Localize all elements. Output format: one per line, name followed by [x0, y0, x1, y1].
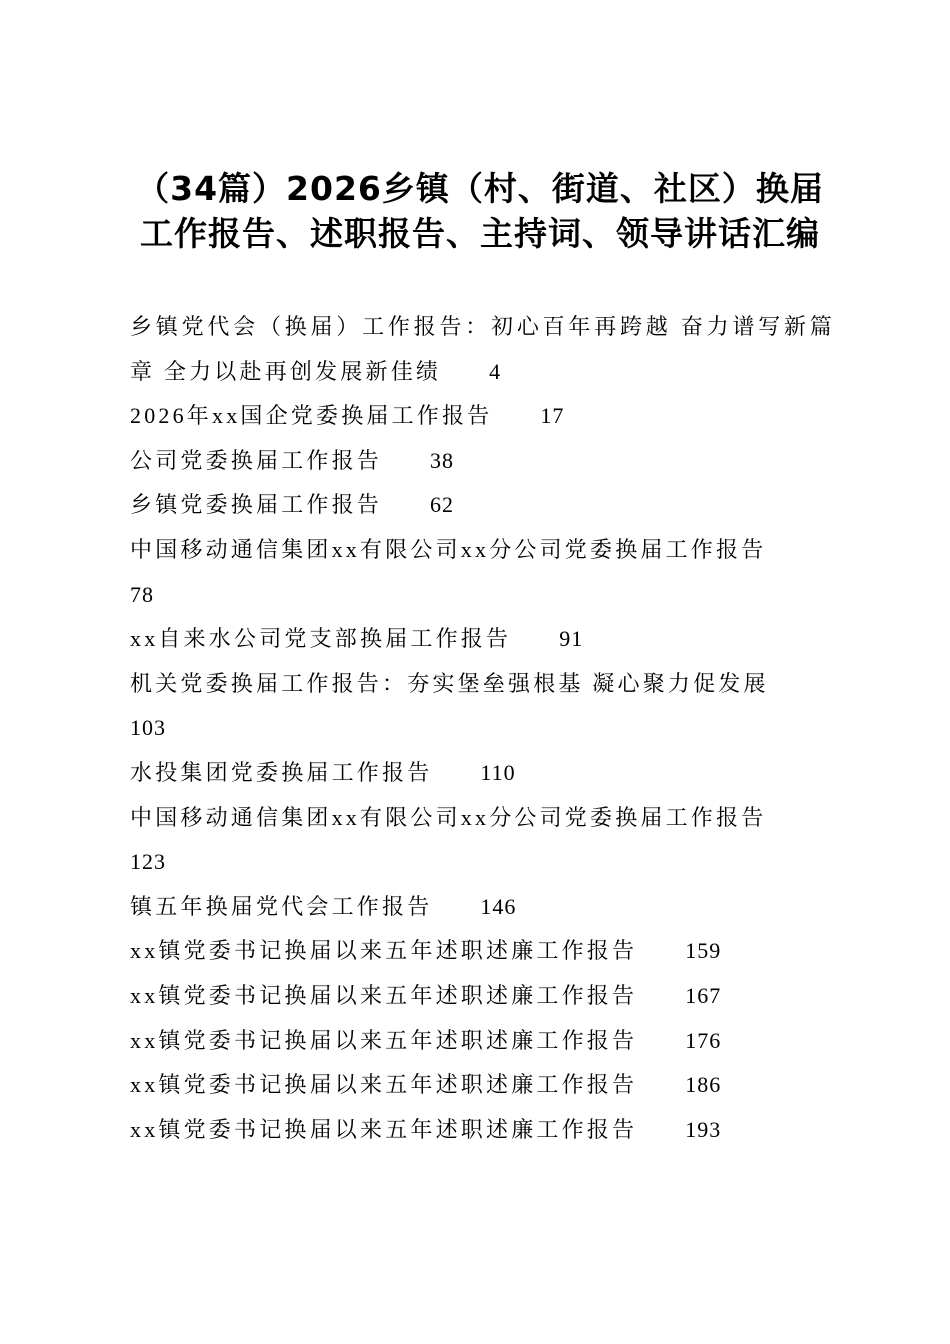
toc-entry-page: 146	[480, 893, 517, 919]
toc-entry-title: 2026年xx国企党委换届工作报告	[130, 403, 493, 429]
toc-entry[interactable]	[130, 974, 835, 1019]
toc-entry-page: 17	[540, 403, 565, 429]
toc-entry-title: 中国移动通信集团xx有限公司xx分公司党委换届工作报告	[130, 536, 767, 562]
toc-entry[interactable]	[130, 1108, 835, 1153]
toc-entry-page: 186	[685, 1072, 722, 1098]
toc-entry-title: xx镇党委书记换届以来五年述职述廉工作报告	[130, 938, 638, 964]
toc-entry-title: 乡镇党委换届工作报告	[130, 492, 383, 518]
toc-entry-title: xx自来水公司党支部换届工作报告	[130, 626, 512, 652]
title-line-1: （34篇）2026乡镇（村、街道、社区）换届	[136, 169, 824, 208]
toc-entry-page: 38	[430, 447, 455, 473]
toc-entry-title: 水投集团党委换届工作报告	[130, 759, 433, 785]
table-of-contents	[130, 305, 835, 1152]
toc-entry[interactable]	[130, 528, 835, 617]
toc-entry-title: 镇五年换届党代会工作报告	[130, 893, 433, 919]
toc-entry-title: 公司党委换届工作报告	[130, 447, 383, 473]
toc-entry[interactable]	[130, 796, 835, 885]
toc-entry-title: xx镇党委书记换届以来五年述职述廉工作报告	[130, 1116, 638, 1142]
toc-entry-page: 103	[130, 715, 166, 741]
toc-entry-page: 4	[489, 358, 502, 384]
toc-entry[interactable]	[130, 929, 835, 974]
toc-entry-page: 193	[685, 1116, 722, 1142]
toc-entry[interactable]	[130, 483, 835, 528]
toc-entry[interactable]	[130, 439, 835, 484]
toc-entry[interactable]	[130, 305, 835, 394]
toc-entry-title: 中国移动通信集团xx有限公司xx分公司党委换届工作报告	[130, 804, 767, 830]
toc-entry-title: 机关党委换届工作报告：夯实堡垒强根基 凝心聚力促发展	[130, 670, 769, 696]
title-line-2: 工作报告、述职报告、主持词、领导讲话汇编	[140, 214, 820, 253]
toc-entry[interactable]	[130, 1019, 835, 1064]
toc-entry[interactable]	[130, 617, 835, 662]
toc-entry-page: 167	[685, 982, 722, 1008]
toc-entry-page: 110	[480, 759, 516, 785]
toc-entry[interactable]	[130, 751, 835, 796]
toc-entry-page: 91	[559, 626, 584, 652]
toc-entry-title: 乡镇党代会（换届）工作报告：初心百年再跨越 奋力谱写新篇章 全力以赴再创发展新佳绩	[130, 314, 835, 384]
toc-entry-page: 159	[685, 938, 722, 964]
toc-entry-title: xx镇党委书记换届以来五年述职述廉工作报告	[130, 1072, 638, 1098]
toc-entry[interactable]	[130, 885, 835, 930]
toc-entry[interactable]	[130, 394, 835, 439]
toc-entry[interactable]	[130, 1063, 835, 1108]
toc-entry-page: 62	[430, 492, 455, 518]
toc-entry-title: xx镇党委书记换届以来五年述职述廉工作报告	[130, 982, 638, 1008]
toc-entry-page: 176	[685, 1027, 722, 1053]
toc-entry-page: 123	[130, 849, 166, 875]
toc-entry-title: xx镇党委书记换届以来五年述职述廉工作报告	[130, 1027, 638, 1053]
toc-entry-page: 78	[130, 581, 154, 607]
toc-entry[interactable]	[130, 662, 835, 751]
document-title	[120, 166, 840, 256]
